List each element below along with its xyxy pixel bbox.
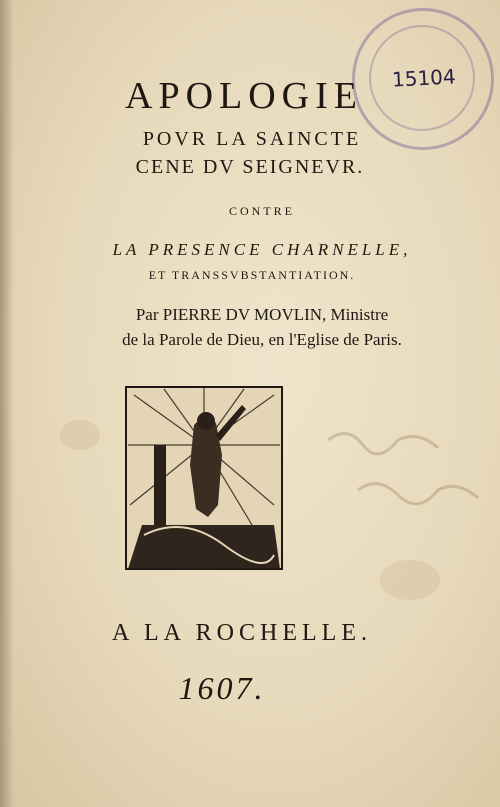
resurrection-woodcut-icon [124, 385, 284, 571]
presence-line: LA PRESENCE CHARNELLE, [112, 240, 412, 259]
imprint-year: 1607. [178, 670, 266, 706]
transsubstantiation-line: ET TRANSSVBSTANTIATION. [148, 268, 356, 282]
shelfmark-number: 15104 [391, 64, 457, 92]
foxing-spot [380, 560, 440, 600]
author-line-2: de la Parole de Dieu, en l'Eglise de Paris. [122, 330, 402, 349]
faded-handwriting-icon [318, 420, 488, 520]
contre-line: CONTRE [229, 204, 295, 218]
subtitle-line-2: CENE DV SEIGNEVR. [135, 156, 365, 178]
imprint-place: A LA ROCHELLE. [112, 620, 372, 646]
author-line-1: Par PIERRE DV MOVLIN, Ministre [135, 305, 389, 324]
foxing-spot [60, 420, 100, 450]
book-title: APOLOGIE [125, 75, 363, 117]
subtitle-line-1: POVR LA SAINCTE [142, 128, 362, 150]
